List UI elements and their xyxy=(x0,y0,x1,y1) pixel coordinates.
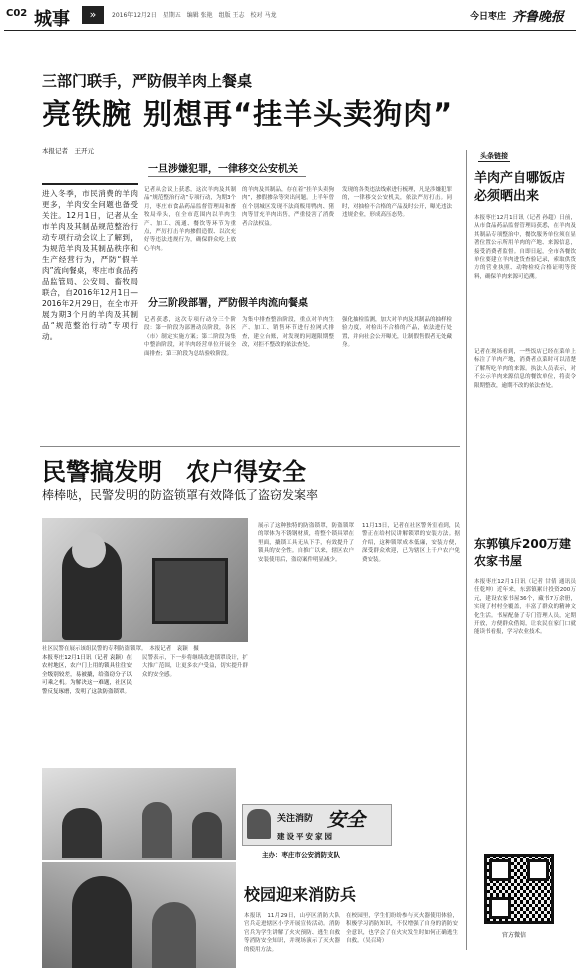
fire-safety-ad: 关注消防 安全 建设平安家园 xyxy=(242,804,392,846)
police-intro: 本报枣庄12月1日讯（记者 袁颖）在农村地区，农户门上用的锁具往往安全级别较差，易被撬，给盗窃分子以可乘之机。为解决这一难题，社区民警反复琢磨，发明了这款防盗锁罩。 xyxy=(42,655,132,695)
masthead-bar xyxy=(0,0,580,30)
lead-col-d: 记者获悉，这次专项行动分三个阶段：第一阶段为部署动员阶段，各区（市）制定实施方案；第二阶段为集中整治阶段，对羊肉经营单位开展全面排查；第三阶段为总结验收阶段。 xyxy=(144,317,236,357)
lead-intro-box xyxy=(42,183,138,370)
lead-intro: 进入冬季，市民消费的羊肉更多，羊肉安全问题也备受关注。12月1日，记者从全市羊肉及其制品规范整治行动专项行动会议上了解到，为规范羊肉及其制品秩序和生产经营行为，严防“假羊肉”流向餐桌，枣庄市食品药品监管局、公安局、畜牧局联合，自2016年12月1日—2016年2月29日，在全市开展为期3个月的羊肉及其制品“规范整治行动”专项行动。 xyxy=(42,189,138,341)
police-col-2: 11月13日，记者在社区警务室看到，民警正在给村民讲解锁罩的安装方法。据介绍，这种锁罩成本低廉，安装方便，深受群众欢迎，已为辖区上千户农户免费安装。 xyxy=(362,523,460,563)
sidebar-text-2: 记者在现场看到，一些饭店已经在菜单上标注了羊肉产地，消费者点菜时可以清楚了解所吃羊肉的来源。执法人员表示，对不公示羊肉来源信息的餐饮单位，将责令限期整改，逾期不改的依法查处。 xyxy=(474,349,576,389)
lead-subhead-1: 一旦涉嫌犯罪，一律移交公安机关 xyxy=(148,164,298,175)
fire-photo-top xyxy=(42,768,236,860)
police-headline: 民警搞发明 农户得安全 xyxy=(42,458,306,486)
section-title: 城事 xyxy=(34,9,70,30)
fire-headline: 校园迎来消防兵 xyxy=(244,885,357,904)
brand-prefix: 今日枣庄 xyxy=(470,12,507,22)
chevron-right-icon: » xyxy=(82,6,104,24)
lead-col-a: 记者从会议上获悉，这次羊肉及其制品“规范整治行动”专项行动，为期3个月，枣庄市食品药品监督管理局和畜牧局牵头，在全市范围内以羊肉生产、加工、流通、餐饮等环节为重点，严厉打击羊肉掺假造假、以次充好等违法违规行为，确保群众吃上放心羊肉。 xyxy=(144,187,236,252)
qr-code-icon xyxy=(484,854,554,924)
lead-kicker: 三部门联手，严防假羊肉上餐桌 xyxy=(42,72,253,90)
fire-text: 在校园里，学生们纷纷参与灭火器使用体验，积极学习消防知识，不仅增强了自身的消防安全意识，也学会了在火灾发生时如何正确逃生自救。（吴召琦） xyxy=(346,913,458,945)
sidebar-tag: 头条链接 xyxy=(480,152,508,160)
newspaper-logo: 齐鲁晚报 xyxy=(512,10,565,25)
lead-byline: 本报记者 王开元 xyxy=(42,147,94,155)
police-subhead: 棒棒哒，民警发明的防盗锁罩有效降低了盗窃发案率 xyxy=(42,488,319,502)
police-col-0: 民警表示，下一步将继续改进锁罩设计，扩大推广范围，让更多农户受益，切实提升群众的安全感。 xyxy=(142,655,248,678)
fire-caption: 本报讯 11月29日，山亭区消防大队官兵走进辖区小学开展宣传活动。消防官兵为学生讲解了火灾预防、逃生自救等消防安全知识，并现场演示了灭火器的使用方法。 xyxy=(244,913,340,953)
fire-photo-bottom xyxy=(42,862,236,968)
issue-meta: 2016年12月2日 星期五 编辑 张艳 组版 王志 校对 马龙 xyxy=(112,12,277,19)
police-photo xyxy=(42,518,248,642)
qr-label: 官方微信 xyxy=(502,932,527,939)
sidebar-title-2: 东郭镇斥200万建农家书屋 xyxy=(474,537,572,568)
lead-headline: 亮铁腕 别想再“挂羊头卖狗肉” xyxy=(42,97,454,131)
firefighter-icon xyxy=(247,809,271,839)
lead-col-b: 的羊肉及其制品，存在着“挂羊头卖狗肉”，掺假掺杂等突出问题。上半年曾在个别城区发现不法商贩用鸭肉、猪肉等冒充羊肉出售，严重侵害了消费者合法权益。 xyxy=(242,187,334,227)
sidebar-text-1: 本报枣庄12月1日讯（记者 孙超）日前，从市食品药品监督管理局获悉，在羊肉及其制品专项整治中，餐饮服务单位须在显著位置公示所用羊肉的产地、来源信息，接受消费者监督。自即日起，全市各餐饮单位要建立羊肉进货查验记录，索取供货方的营业执照、动物检疫合格证明等资料，确保羊肉来源可追溯。 xyxy=(474,215,576,280)
police-photo-caption: 社区民警在展示该组民警的专利防盗锁罩。 本报记者 袁颖 摄 xyxy=(42,646,199,652)
sidebar-text-3: 本报枣庄12月1日讯（记者 甘倩 通讯员 任乾坤）近年来，东郭镇累计投资200万元，建设农家书屋36个，藏书7万余册，实现了村村全覆盖，丰富了群众的精神文化生活。书屋配备了专门管理人员，定期开放，方便群众借阅，让农民在家门口就能读书看报，学习农业技术。 xyxy=(474,579,576,636)
lead-col-f: 强化抽检监测，加大对羊肉及其制品的抽样检验力度，对检出不合格的产品，依法进行处置，并向社会公开曝光，让制假售假者无处藏身。 xyxy=(342,317,452,349)
lead-subhead-2: 分三阶段部署，严防假羊肉流向餐桌 xyxy=(148,298,308,309)
lead-col-e: 为集中排查整治阶段，重点对羊肉生产、加工、销售环节进行拉网式排查，建立台账，对发现的问题限期整改，对拒不整改的依法查处。 xyxy=(242,317,334,349)
sidebar-title-1: 羊肉产自哪饭店必须晒出来 xyxy=(474,171,566,204)
page-number: C02 xyxy=(6,8,28,19)
lead-col-c: 发现的各类违法线索进行梳理，凡是涉嫌犯罪的，一律移交公安机关，依法严厉打击。同时，对抽检不合格的产品及时公开，曝光违法违规企业，形成高压态势。 xyxy=(342,187,452,219)
police-col-1: 展示了这种独特的防盗锁罩，防盗锁罩的罩体为不锈钢材质，将整个锁具罩在里面，撬锁工具无从下手，有效提升了锁具的安全性。自推广以来，辖区农户安装使用后，盗窃案件明显减少。 xyxy=(258,523,354,563)
fire-ad-sponsor: 主办：枣庄市公安消防支队 xyxy=(262,851,340,859)
